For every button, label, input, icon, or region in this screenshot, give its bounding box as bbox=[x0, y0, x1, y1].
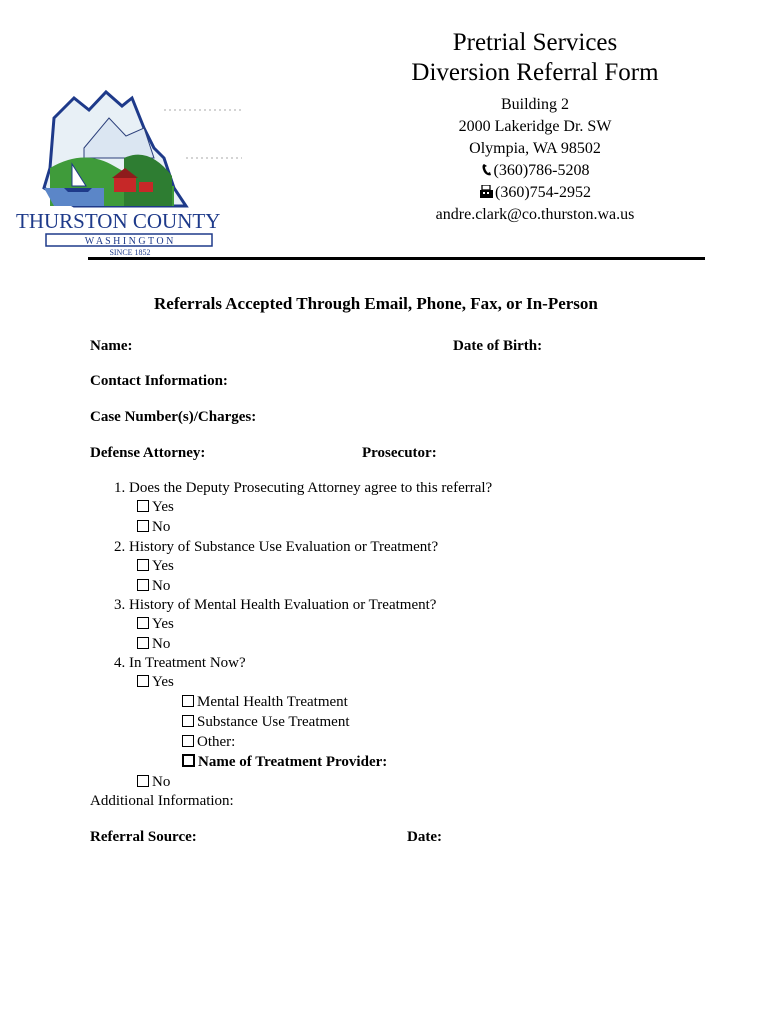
form-subtitle: Referrals Accepted Through Email, Phone, Fax, or In-Person bbox=[154, 294, 598, 313]
email-address[interactable]: andre.clark@co.thurston.wa.us bbox=[435, 206, 635, 223]
mh-treatment-option[interactable] bbox=[182, 694, 348, 711]
checkbox-icon[interactable] bbox=[182, 695, 194, 707]
logo-county-name: THURSTON COUNTY bbox=[16, 209, 221, 233]
q3-yes-option[interactable] bbox=[137, 616, 174, 633]
address-block bbox=[395, 94, 675, 226]
question-2: 2. History of Substance Use Evaluation or Treatment? bbox=[114, 539, 439, 555]
checkbox-icon[interactable] bbox=[137, 559, 149, 571]
case-number-label: Case Number(s)/Charges: bbox=[90, 409, 257, 425]
address-line-3: Olympia, WA 98502 bbox=[469, 140, 601, 157]
name-label: Name: bbox=[90, 338, 133, 354]
question-3: 3. History of Mental Health Evaluation or Treatment? bbox=[114, 597, 437, 613]
q4-yes-label: Yes bbox=[152, 674, 174, 690]
q3-yes-label: Yes bbox=[152, 616, 174, 632]
date-label: Date: bbox=[407, 829, 442, 845]
header-block bbox=[395, 28, 675, 226]
thurston-county-logo bbox=[14, 88, 246, 260]
fax-number: (360)754-2952 bbox=[495, 184, 591, 201]
checkbox-icon[interactable] bbox=[137, 617, 149, 629]
checkbox-icon[interactable] bbox=[137, 520, 149, 532]
checkbox-icon[interactable] bbox=[137, 637, 149, 649]
phone-line bbox=[395, 160, 675, 182]
q3-no-option[interactable] bbox=[137, 636, 170, 653]
address-line-2: 2000 Lakeridge Dr. SW bbox=[458, 118, 612, 135]
phone-number: (360)786-5208 bbox=[493, 162, 590, 179]
q2-yes-option[interactable] bbox=[137, 558, 174, 575]
logo-state-name: W A S H I N G T O N bbox=[84, 236, 174, 247]
referral-source-label: Referral Source: bbox=[90, 829, 197, 845]
q1-yes-label: Yes bbox=[152, 499, 174, 515]
checkbox-icon[interactable] bbox=[137, 500, 149, 512]
dob-label: Date of Birth: bbox=[453, 338, 543, 354]
form-title-line2: Diversion Referral Form bbox=[411, 59, 659, 86]
q4-no-option[interactable] bbox=[137, 774, 170, 791]
contact-info-label: Contact Information: bbox=[90, 373, 228, 389]
su-treatment-label: Substance Use Treatment bbox=[197, 714, 350, 730]
address-line-1: Building 2 bbox=[500, 96, 569, 113]
q2-no-option[interactable] bbox=[137, 578, 170, 595]
provider-label: Name of Treatment Provider: bbox=[198, 754, 388, 770]
q4-no-label: No bbox=[152, 774, 171, 790]
question-4: 4. In Treatment Now? bbox=[114, 655, 246, 671]
prosecutor-label: Prosecutor: bbox=[362, 445, 437, 461]
county-map-illustration bbox=[14, 88, 246, 260]
logo-since: SINCE 1852 bbox=[109, 248, 151, 257]
checkbox-icon[interactable] bbox=[137, 775, 149, 787]
checkbox-icon[interactable] bbox=[182, 754, 195, 767]
mh-treatment-label: Mental Health Treatment bbox=[197, 694, 348, 710]
provider-option[interactable] bbox=[182, 754, 387, 771]
q2-no-label: No bbox=[152, 578, 171, 594]
other-label: Other: bbox=[197, 734, 236, 750]
q2-yes-label: Yes bbox=[152, 558, 174, 574]
checkbox-icon[interactable] bbox=[182, 735, 194, 747]
q4-yes-option[interactable] bbox=[137, 674, 174, 691]
q3-no-label: No bbox=[152, 636, 171, 652]
form-title-line1: Pretrial Services bbox=[452, 29, 618, 56]
fax-line bbox=[395, 182, 675, 204]
defense-attorney-label: Defense Attorney: bbox=[90, 445, 206, 461]
fax-icon bbox=[479, 185, 494, 199]
su-treatment-option[interactable] bbox=[182, 714, 349, 731]
q1-no-option[interactable] bbox=[137, 519, 170, 536]
q1-yes-option[interactable] bbox=[137, 499, 174, 516]
phone-icon bbox=[481, 163, 493, 177]
additional-info-label: Additional Information: bbox=[90, 793, 234, 809]
other-option[interactable] bbox=[182, 734, 235, 751]
checkbox-icon[interactable] bbox=[137, 579, 149, 591]
q1-no-label: No bbox=[152, 519, 171, 535]
question-1: 1. Does the Deputy Prosecuting Attorney agree to this referral? bbox=[114, 480, 493, 496]
checkbox-icon[interactable] bbox=[182, 715, 194, 727]
checkbox-icon[interactable] bbox=[137, 675, 149, 687]
header-divider bbox=[88, 257, 705, 260]
